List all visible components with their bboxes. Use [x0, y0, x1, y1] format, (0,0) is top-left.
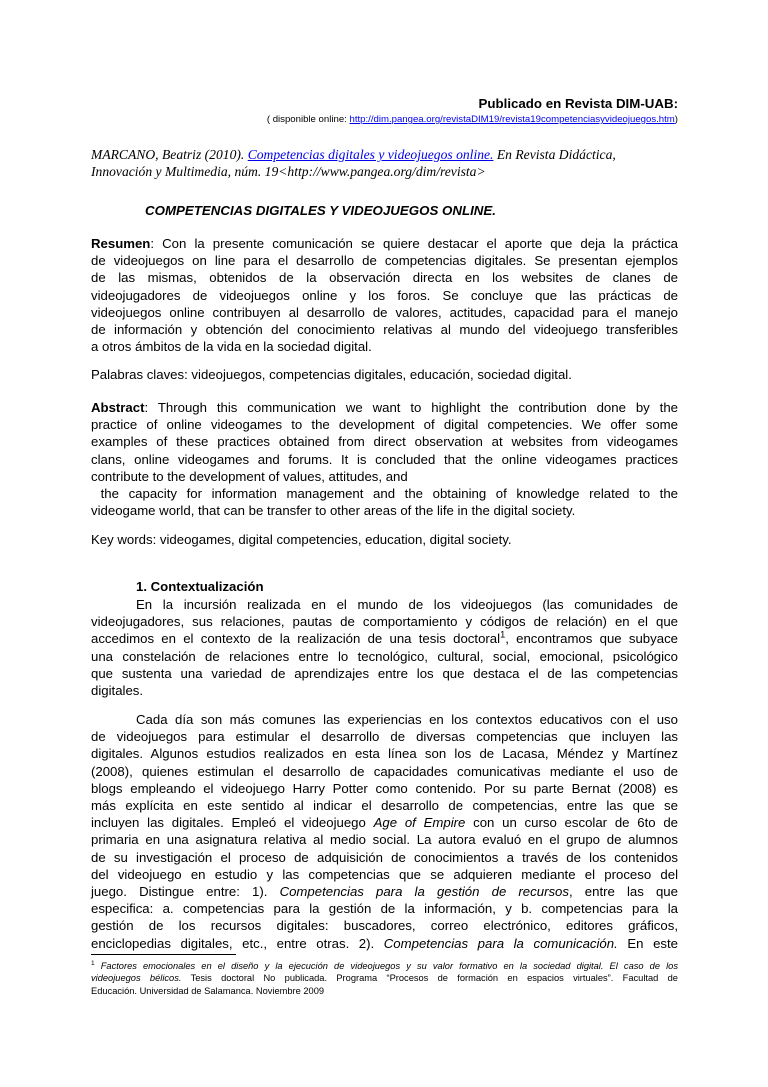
- text-line: videojuegos online contribuyen al desarrollo de valores, actitudes, capacidad para el manejo: [91, 304, 678, 320]
- footnote-line: videojuegos bélicos. Tesis doctoral No publicada. Programa “Procesos de formación en espacios virtuales”. Facultad de: [91, 973, 678, 984]
- text-line: más explícita en este sentido al indicar el desarrollo de competencias, entre las que se: [91, 798, 678, 814]
- citation-details: Innovación y Multimedia, núm. 19<http://www.pangea.org/dim/revista>: [91, 164, 486, 179]
- article-url-link[interactable]: http://dim.pangea.org/revistaDIM19/revista19competenciasyvideojuegos.htm: [349, 114, 675, 125]
- footnote: [91, 960, 678, 997]
- availability-prefix: ( disponible online:: [266, 114, 350, 125]
- availability-note: [267, 114, 678, 126]
- availability-suffix: ): [674, 114, 678, 125]
- text-line: primaria en una asignatura relativa al medio social. La autora evaluó en el grupo de alumnos: [91, 832, 678, 848]
- text-line: de videojuegos para estimular el desarrollo de diversas competencias que incluyen las: [91, 729, 678, 745]
- text-line: clans, online videogames and forums. It is concluded that the online videogames practices: [91, 451, 678, 467]
- text-line: del videojuego en estudio y las competencias que se adquieren mediante el proceso del: [91, 866, 678, 882]
- citation-author: MARCANO, Beatriz (2010).: [91, 147, 248, 162]
- text-line: de su investigación el proceso de adquisición de conocimientos a través de los contenidos: [91, 849, 678, 865]
- abstract-label: Abstract: [91, 400, 145, 415]
- text-line: (2008), quienes estimulan el desarrollo de capacidades comunicativas mediante el uso de: [91, 763, 678, 779]
- text-line: examples of these practices obtained from direct observation at websites from videogames: [91, 434, 678, 450]
- text-line: a otros ámbitos de la vida en la sociedad digital.: [91, 339, 372, 355]
- text-line: En la incursión realizada en el mundo de los videojuegos (las comunidades de: [136, 597, 678, 612]
- citation: [91, 146, 678, 180]
- text-line: de información y obtención del conocimiento relativas al mundo del videojuego transferibles: [91, 322, 678, 338]
- text-line: que sustenta una variedad de aprendizajes entre los que destaca el de las competencias: [91, 665, 678, 681]
- publication-note: Publicado en Revista DIM-UAB:: [478, 96, 678, 111]
- text-line: incluyen las digitales. Empleó el videojuego Age of Empire con un curso escolar de 6to de: [91, 815, 679, 831]
- palabras-claves: Palabras claves: videojuegos, competencias digitales, educación, sociedad digital.: [91, 367, 572, 382]
- text-line: Abstract: Through this communication we want to highlight the contribution done by the: [91, 400, 678, 415]
- text-line: digitales. Algunos estudios realizados en esta línea son los de Lacasa, Méndez y Martínez: [91, 746, 678, 762]
- footnote-mark: 1: [91, 959, 95, 967]
- text-line: Resumen: Con la presente comunicación se quiere destacar el aporte que deja la práctica: [91, 236, 678, 251]
- footnote-marker[interactable]: 1: [500, 630, 506, 641]
- section-heading: 1. Contextualización: [136, 579, 264, 594]
- text-line: accedimos en el contexto de la realización de una tesis doctoral$^1$, encontramos que subyace: [91, 630, 678, 647]
- citation-title-link[interactable]: Competencias digitales y videojuegos online.: [247, 147, 494, 162]
- text-line: the capacity for information management and the obtaining of knowledge related to the: [91, 486, 678, 502]
- abstract-paragraph: [91, 399, 678, 519]
- footnote-line: Educación. Universidad de Salamanca. Noviembre 2009: [91, 985, 325, 996]
- citation-journal: En Revista Didáctica,: [493, 147, 616, 162]
- body-paragraph-1: [91, 596, 678, 699]
- footnote-line: $^1$ Factores emocionales en el diseño y la ejecución de videojuegos y su valor formativo en la sociedad digital. El caso de los: [91, 959, 678, 971]
- key-words: Key words: videogames, digital competencies, education, digital society.: [91, 532, 512, 547]
- text-line: practice of online videogames to the development of digital competencies. We offer some: [91, 417, 678, 433]
- text-line: contribute to the development of values, attitudes, and: [91, 468, 408, 484]
- resumen-paragraph: [91, 235, 678, 355]
- body-paragraph-2: [91, 711, 678, 952]
- text-line: digitales.: [91, 683, 144, 699]
- text-line: gestión de los recursos digitales: buscadores, correo electrónico, editores gráficos,: [91, 918, 678, 934]
- text-line: juego. Distingue entre: 1). Competencias para la gestión de recursos, entre las que: [91, 884, 678, 900]
- resumen-label: Resumen: [91, 236, 151, 251]
- text-line: videojugadores, sus relaciones, pautas de comportamiento y códigos de relación) en el que: [91, 614, 678, 630]
- text-line: de las mismas, obtenidos de la observación directa en los websites de clanes de: [91, 270, 678, 286]
- text-line: especifica: a. competencias para la gestión de la información, y b. competencias para la: [91, 901, 678, 917]
- text-line: videojugadores de videojuegos online y los foros. Se concluye que las prácticas de: [91, 287, 678, 303]
- text-line: de videojuegos on line para el desarrollo de competencias digitales. Se presentan ejemplos: [91, 253, 678, 269]
- text-line: enciclopedias digitales, etc., entre otras. 2). Competencias para la comunicación. En este: [91, 935, 678, 951]
- text-line: Cada día son más comunes las experiencias en los contextos educativos con el uso: [136, 712, 678, 727]
- footnote-separator: [91, 954, 236, 955]
- text-line: videogame world, that can be transfer to other areas of the life in the digital society.: [91, 503, 576, 519]
- text-line: blogs empleando el videojuego Harry Potter como contenido. Por su parte Bernat (2008) es: [91, 780, 678, 796]
- page-title: COMPETENCIAS DIGITALES Y VIDEOJUEGOS ONLINE.: [145, 203, 496, 218]
- text-line: una constelación de relaciones entre lo tecnológico, cultural, social, emocional, psicológico: [91, 648, 678, 664]
